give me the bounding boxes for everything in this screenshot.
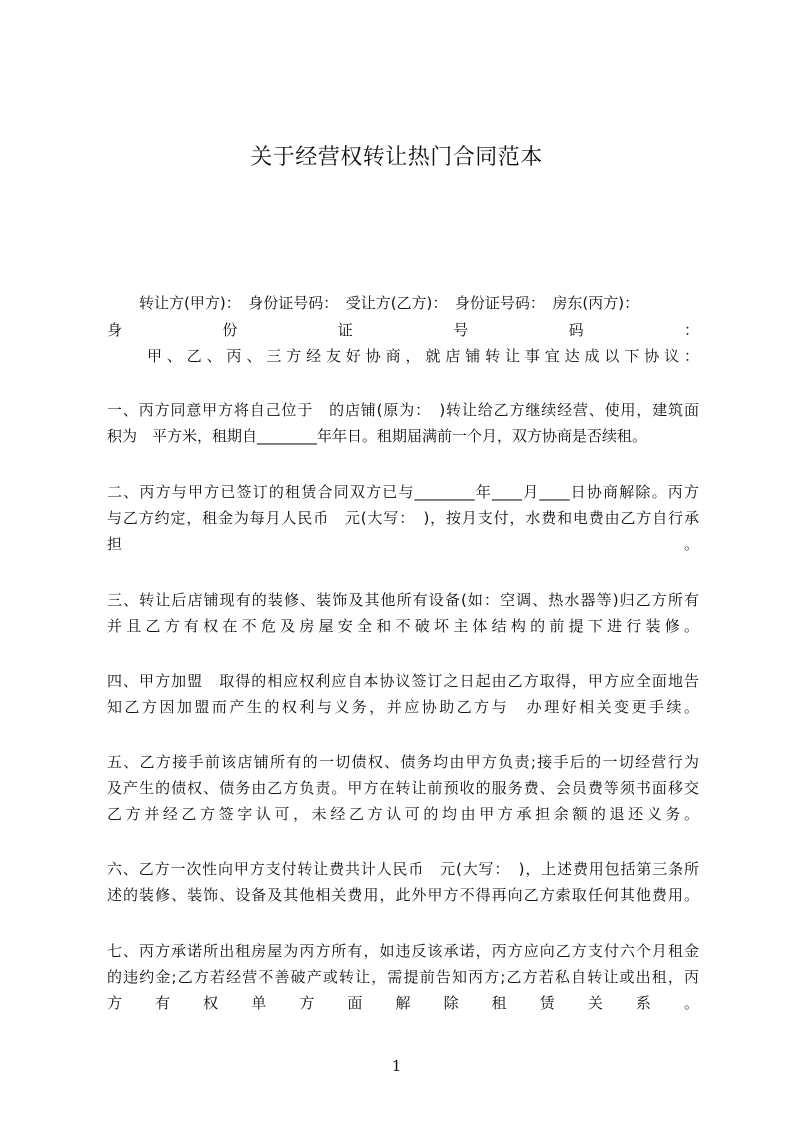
clause-3-line-1: 三、转让后店铺现有的装修、装饰及其他所有设备(如：空调、热水器等)归乙方所有 (107, 591, 699, 609)
clause-5-line-1: 五、乙方接手前该店铺所有的一切债权、债务均由甲方负责;接手后的一切经营行为 (107, 753, 699, 771)
parties-line: 转让方(甲方)： 身份证号码： 受让方(乙方)： 身份证号码： 房东(丙方)： (139, 294, 640, 312)
clause-4-line-2: 知乙方因加盟而产生的权利与义务，并应协助乙方与 办理好相关变更手续。 (107, 698, 699, 716)
document-title: 关于经营权转让热门合同范本 (250, 145, 543, 170)
clause-1-line-1: 一、丙方同意甲方将自己位于 的店铺(原为： )转让给乙方继续经营、使用，建筑面 (107, 401, 699, 419)
page-number: 1 (391, 1057, 402, 1075)
clause-6-line-2: 述的装修、装饰、设备及其他相关费用，此外甲方不得再向乙方索取任何其他费用。 (107, 886, 699, 904)
clause-2-line-3: 担 (107, 535, 123, 553)
clause-7-line-2: 的违约金;乙方若经营不善破产或转让，需提前告知丙方;乙方若私自转让或出租，丙 (107, 968, 699, 986)
id-number-line: 身份证号码： (107, 321, 699, 339)
clause-2-line-2: 与乙方约定，租金为每月人民币 元(大写： )，按月支付，水费和电费由乙方自行承 (107, 509, 699, 527)
clause-6-line-1: 六、乙方一次性向甲方支付转让费共计人民币 元(大写： )，上述费用包括第三条所 (107, 860, 699, 878)
clause-7-line-1: 七、丙方承诺所出租房屋为丙方所有，如违反该承诺，丙方应向乙方支付六个月租金 (107, 942, 699, 960)
clause-7-line-3: 方有权单方面解除租赁关系。 (107, 994, 699, 1012)
clause-4-line-1: 四、甲方加盟 取得的相应权利应自本协议签订之日起由乙方取得，甲方应全面地告 (107, 672, 699, 690)
clause-1-line-2: 积为 平方米，租期自________年年日。租期届满前一个月，双方协商是否续租。 (107, 427, 648, 445)
intro-line: 甲、乙、丙、三方经友好协商，就店铺转让事宜达成以下协议： (147, 347, 699, 365)
clause-3-line-2: 并且乙方有权在不危及房屋安全和不破坏主体结构的前提下进行装修。 (107, 617, 699, 635)
clause-5-line-3: 乙方并经乙方签字认可，未经乙方认可的均由甲方承担余额的退还义务。 (107, 805, 699, 823)
clause-2-line-1: 二、丙方与甲方已签订的租赁合同双方已与________年____月____日协商解除。丙方 (107, 483, 699, 501)
clause-2-line-3-end: 。 (683, 535, 699, 553)
clause-5-line-2: 及产生的债权、债务由乙方负责。甲方在转让前预收的服务费、会员费等须书面移交 (107, 779, 699, 797)
